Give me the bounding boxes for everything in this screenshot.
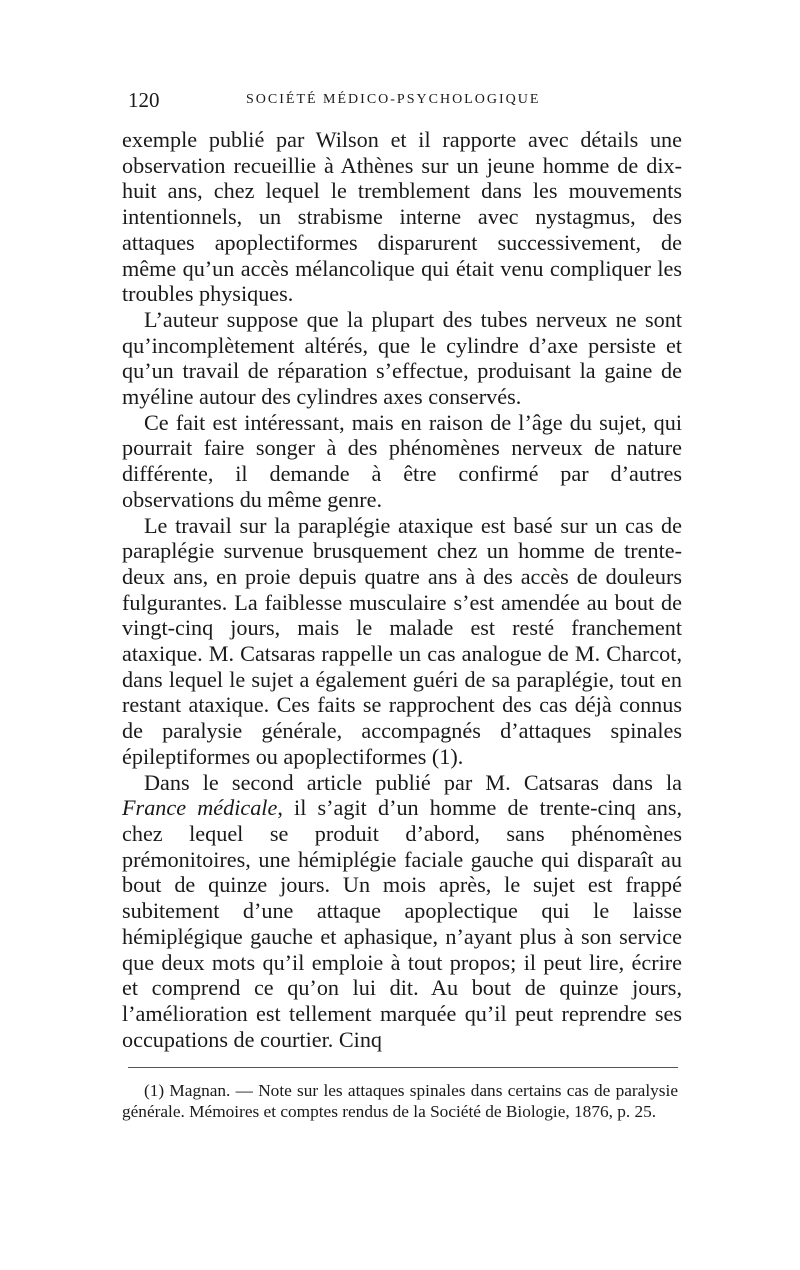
footnote-text: (1) Magnan. — Note sur les attaques spinales dans certains cas de paralysie générale. Mémoires et comptes rendus de la Société de Biologie, 1876, p. 25. bbox=[122, 1081, 678, 1121]
paragraph bbox=[122, 770, 682, 1053]
journal-title: France médicale bbox=[122, 795, 278, 821]
paragraph-text: Dans le second article publié par M. Catsaras dans la bbox=[144, 769, 682, 795]
paragraph-text: , il s’agit d’un homme de trente-cinq ans, chez lequel se produit d’abord, sans phénomènes prémonitoires, une hémiplégie faciale gauche qui disparaît au bout de quinze jours. Un mois après, le sujet est frappé subitement d’une attaque apoplectique qui le laisse hémiplégique gauche et aphasique, n’ayant plus à son service que deux mots qu’il emploie à tout propos; il peut lire, écrire et comprend ce qu’on lui dit. Au bout de quinze jours, l’amélioration est tellement marquée qu’il peut reprendre ses occupations de courtier. Cinq bbox=[122, 795, 682, 1052]
footnote-divider bbox=[128, 1067, 678, 1068]
paragraph: L’auteur suppose que la plupart des tubes nerveux ne sont qu’incomplètement altérés, que le cylindre d’axe persiste et qu’un travail de réparation s’effectue, produisant la gaine de myéline autour des cylindres axes conservés. bbox=[122, 306, 682, 410]
paragraph: exemple publié par Wilson et il rapporte avec détails une observation recueillie à Athènes sur un jeune homme de dix-huit ans, chez lequel le tremblement dans les mouvements intentionnels, un strabisme interne avec nystagmus, des attaques apoplectiformes disparurent successivement, de même qu’un accès mélancolique qui était venu compliquer les troubles physiques. bbox=[122, 127, 682, 307]
page-header bbox=[128, 88, 688, 116]
paragraph: Le travail sur la paraplégie ataxique est basé sur un cas de paraplégie survenue brusquement chez un homme de trente-deux ans, en proie depuis quatre ans à des accès de douleurs fulgurantes. La faiblesse musculaire s’est amendée au bout de vingt-cinq jours, mais le malade est resté franchement ataxique. M. Catsaras rappelle un cas analogue de M. Charcot, dans lequel le sujet a également guéri de sa paraplégie, tout en restant ataxique. Ces faits se rapprochent des cas déjà connus de paralysie générale, accompagnés d’attaques spinales épileptiformes ou apoplectiformes (1). bbox=[122, 512, 682, 769]
footnote bbox=[122, 1080, 678, 1122]
page-number: 120 bbox=[128, 88, 160, 112]
body-text bbox=[122, 127, 682, 1052]
running-title: SOCIÉTÉ MÉDICO-PSYCHOLOGIQUE bbox=[246, 92, 541, 107]
paragraph: Ce fait est intéressant, mais en raison de l’âge du sujet, qui pourrait faire songer à des phénomènes nerveux de nature différente, il demande à être confirmé par d’autres observations du même genre. bbox=[122, 409, 682, 512]
